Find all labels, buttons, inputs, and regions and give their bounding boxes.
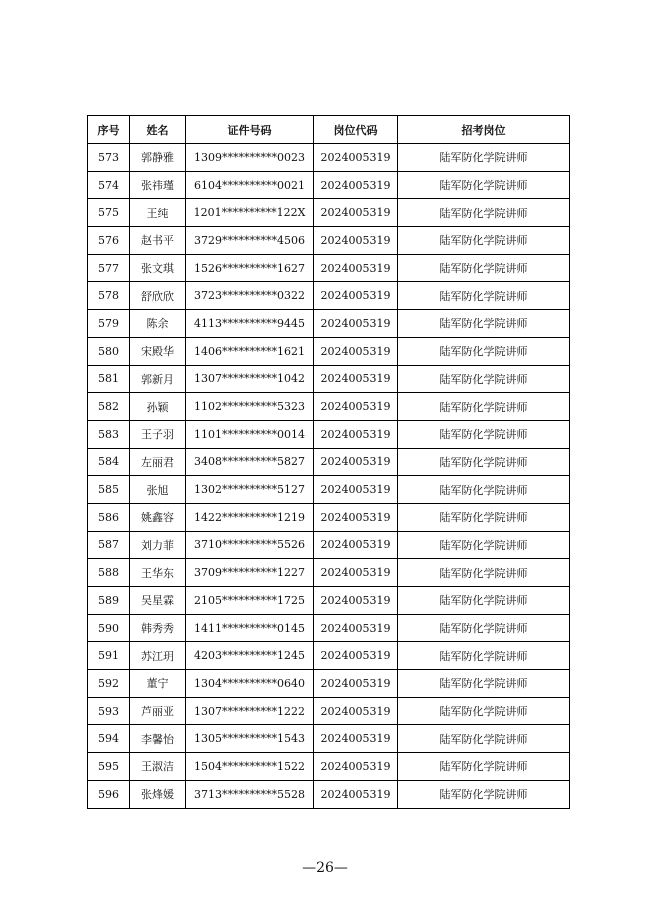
post-cell: 陆军防化学院讲师 xyxy=(398,448,570,476)
post-code-cell: 2024005319 xyxy=(314,420,398,448)
serial-cell: 595 xyxy=(88,753,130,781)
id-number-cell: 1101**********0014 xyxy=(186,420,314,448)
table-row xyxy=(88,199,570,227)
column-header-serial: 序号 xyxy=(88,116,130,144)
post-cell: 陆军防化学院讲师 xyxy=(398,587,570,615)
column-header-name: 姓名 xyxy=(130,116,186,144)
id-number-cell: 1307**********1042 xyxy=(186,365,314,393)
id-number-cell: 6104**********0021 xyxy=(186,171,314,199)
post-cell: 陆军防化学院讲师 xyxy=(398,559,570,587)
post-code-cell: 2024005319 xyxy=(314,697,398,725)
table-row xyxy=(88,531,570,559)
table-row xyxy=(88,725,570,753)
post-cell: 陆军防化学院讲师 xyxy=(398,614,570,642)
serial-cell: 577 xyxy=(88,254,130,282)
id-number-cell: 1304**********0640 xyxy=(186,670,314,698)
table-row xyxy=(88,365,570,393)
table-body xyxy=(88,144,570,809)
name-cell: 芦丽亚 xyxy=(130,697,186,725)
serial-cell: 590 xyxy=(88,614,130,642)
id-number-cell: 1406**********1621 xyxy=(186,337,314,365)
table-row xyxy=(88,670,570,698)
table-row xyxy=(88,171,570,199)
post-code-cell: 2024005319 xyxy=(314,725,398,753)
serial-cell: 583 xyxy=(88,420,130,448)
id-number-cell: 1504**********1522 xyxy=(186,753,314,781)
post-cell: 陆军防化学院讲师 xyxy=(398,476,570,504)
name-cell: 王子羽 xyxy=(130,420,186,448)
id-number-cell: 1307**********1222 xyxy=(186,697,314,725)
post-cell: 陆军防化学院讲师 xyxy=(398,697,570,725)
name-cell: 郭静雅 xyxy=(130,144,186,172)
id-number-cell: 1422**********1219 xyxy=(186,503,314,531)
name-cell: 张旭 xyxy=(130,476,186,504)
serial-cell: 573 xyxy=(88,144,130,172)
post-code-cell: 2024005319 xyxy=(314,227,398,255)
name-cell: 王纯 xyxy=(130,199,186,227)
post-cell: 陆军防化学院讲师 xyxy=(398,725,570,753)
id-number-cell: 3723**********0322 xyxy=(186,282,314,310)
post-code-cell: 2024005319 xyxy=(314,780,398,808)
post-code-cell: 2024005319 xyxy=(314,310,398,338)
post-cell: 陆军防化学院讲师 xyxy=(398,642,570,670)
table-row xyxy=(88,448,570,476)
post-code-cell: 2024005319 xyxy=(314,448,398,476)
name-cell: 张祎瑾 xyxy=(130,171,186,199)
page-number: —26— xyxy=(302,860,348,876)
serial-cell: 582 xyxy=(88,393,130,421)
serial-cell: 596 xyxy=(88,780,130,808)
table-row xyxy=(88,614,570,642)
name-cell: 韩秀秀 xyxy=(130,614,186,642)
table-row xyxy=(88,780,570,808)
table-header-row xyxy=(88,116,570,144)
post-cell: 陆军防化学院讲师 xyxy=(398,254,570,282)
serial-cell: 592 xyxy=(88,670,130,698)
id-number-cell: 1302**********5127 xyxy=(186,476,314,504)
id-number-cell: 1309**********0023 xyxy=(186,144,314,172)
table-row xyxy=(88,227,570,255)
name-cell: 张烽媛 xyxy=(130,780,186,808)
serial-cell: 576 xyxy=(88,227,130,255)
column-header-post-code: 岗位代码 xyxy=(314,116,398,144)
post-cell: 陆军防化学院讲师 xyxy=(398,310,570,338)
post-code-cell: 2024005319 xyxy=(314,282,398,310)
post-cell: 陆军防化学院讲师 xyxy=(398,144,570,172)
serial-cell: 586 xyxy=(88,503,130,531)
serial-cell: 594 xyxy=(88,725,130,753)
name-cell: 李馨怡 xyxy=(130,725,186,753)
name-cell: 王华东 xyxy=(130,559,186,587)
serial-cell: 585 xyxy=(88,476,130,504)
post-code-cell: 2024005319 xyxy=(314,144,398,172)
name-cell: 赵书平 xyxy=(130,227,186,255)
id-number-cell: 4203**********1245 xyxy=(186,642,314,670)
name-cell: 陈余 xyxy=(130,310,186,338)
serial-cell: 580 xyxy=(88,337,130,365)
post-cell: 陆军防化学院讲师 xyxy=(398,199,570,227)
post-code-cell: 2024005319 xyxy=(314,199,398,227)
id-number-cell: 3710**********5526 xyxy=(186,531,314,559)
post-code-cell: 2024005319 xyxy=(314,171,398,199)
table-row xyxy=(88,587,570,615)
post-code-cell: 2024005319 xyxy=(314,476,398,504)
name-cell: 王淑洁 xyxy=(130,753,186,781)
post-cell: 陆军防化学院讲师 xyxy=(398,753,570,781)
name-cell: 张文琪 xyxy=(130,254,186,282)
name-cell: 郭新月 xyxy=(130,365,186,393)
id-number-cell: 1526**********1627 xyxy=(186,254,314,282)
table-row xyxy=(88,144,570,172)
candidate-table xyxy=(87,115,570,809)
post-code-cell: 2024005319 xyxy=(314,642,398,670)
post-cell: 陆军防化学院讲师 xyxy=(398,670,570,698)
post-cell: 陆军防化学院讲师 xyxy=(398,780,570,808)
name-cell: 刘力菲 xyxy=(130,531,186,559)
name-cell: 舒欣欣 xyxy=(130,282,186,310)
serial-cell: 591 xyxy=(88,642,130,670)
serial-cell: 579 xyxy=(88,310,130,338)
post-code-cell: 2024005319 xyxy=(314,393,398,421)
id-number-cell: 4113**********9445 xyxy=(186,310,314,338)
post-code-cell: 2024005319 xyxy=(314,365,398,393)
table-row xyxy=(88,753,570,781)
table-row xyxy=(88,282,570,310)
post-cell: 陆军防化学院讲师 xyxy=(398,365,570,393)
post-cell: 陆军防化学院讲师 xyxy=(398,171,570,199)
post-code-cell: 2024005319 xyxy=(314,614,398,642)
name-cell: 吴星霖 xyxy=(130,587,186,615)
post-cell: 陆军防化学院讲师 xyxy=(398,420,570,448)
post-code-cell: 2024005319 xyxy=(314,503,398,531)
serial-cell: 587 xyxy=(88,531,130,559)
table-row xyxy=(88,337,570,365)
name-cell: 孙颖 xyxy=(130,393,186,421)
post-code-cell: 2024005319 xyxy=(314,753,398,781)
post-code-cell: 2024005319 xyxy=(314,559,398,587)
post-code-cell: 2024005319 xyxy=(314,254,398,282)
table-row xyxy=(88,697,570,725)
post-cell: 陆军防化学院讲师 xyxy=(398,393,570,421)
column-header-id-number: 证件号码 xyxy=(186,116,314,144)
post-code-cell: 2024005319 xyxy=(314,587,398,615)
table-row xyxy=(88,642,570,670)
table-row xyxy=(88,254,570,282)
id-number-cell: 3408**********5827 xyxy=(186,448,314,476)
table-row xyxy=(88,503,570,531)
table-row xyxy=(88,393,570,421)
id-number-cell: 1102**********5323 xyxy=(186,393,314,421)
post-code-cell: 2024005319 xyxy=(314,337,398,365)
id-number-cell: 3713**********5528 xyxy=(186,780,314,808)
name-cell: 苏江玥 xyxy=(130,642,186,670)
id-number-cell: 1411**********0145 xyxy=(186,614,314,642)
post-cell: 陆军防化学院讲师 xyxy=(398,503,570,531)
table-row xyxy=(88,559,570,587)
candidate-list-sheet xyxy=(87,115,569,809)
name-cell: 姚鑫容 xyxy=(130,503,186,531)
post-code-cell: 2024005319 xyxy=(314,670,398,698)
id-number-cell: 3729**********4506 xyxy=(186,227,314,255)
id-number-cell: 1305**********1543 xyxy=(186,725,314,753)
serial-cell: 578 xyxy=(88,282,130,310)
table-row xyxy=(88,310,570,338)
name-cell: 宋殿华 xyxy=(130,337,186,365)
id-number-cell: 3709**********1227 xyxy=(186,559,314,587)
post-cell: 陆军防化学院讲师 xyxy=(398,531,570,559)
column-header-post: 招考岗位 xyxy=(398,116,570,144)
serial-cell: 589 xyxy=(88,587,130,615)
serial-cell: 575 xyxy=(88,199,130,227)
id-number-cell: 2105**********1725 xyxy=(186,587,314,615)
serial-cell: 581 xyxy=(88,365,130,393)
serial-cell: 593 xyxy=(88,697,130,725)
post-cell: 陆军防化学院讲师 xyxy=(398,337,570,365)
post-code-cell: 2024005319 xyxy=(314,531,398,559)
post-cell: 陆军防化学院讲师 xyxy=(398,227,570,255)
post-cell: 陆军防化学院讲师 xyxy=(398,282,570,310)
id-number-cell: 1201**********122X xyxy=(186,199,314,227)
serial-cell: 584 xyxy=(88,448,130,476)
table-row xyxy=(88,420,570,448)
name-cell: 董宁 xyxy=(130,670,186,698)
name-cell: 左丽君 xyxy=(130,448,186,476)
table-row xyxy=(88,476,570,504)
serial-cell: 588 xyxy=(88,559,130,587)
serial-cell: 574 xyxy=(88,171,130,199)
